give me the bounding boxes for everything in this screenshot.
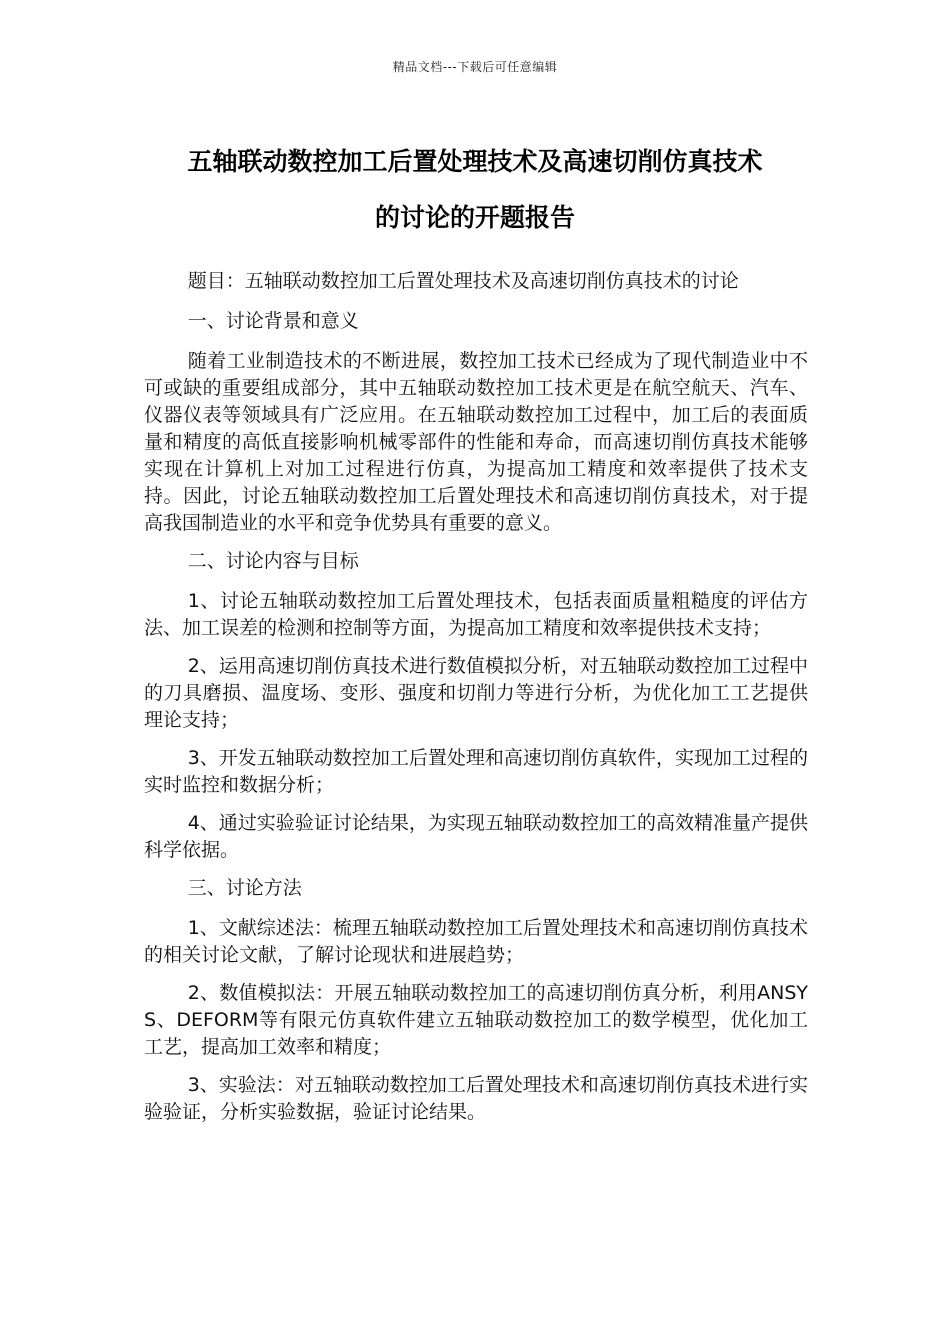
section-heading-background: 一、讨论背景和意义 [187, 310, 359, 332]
document-title [120, 134, 830, 246]
header-note: 精品文档---下载后可任意编辑 [392, 60, 558, 74]
list-item-method-2: 2、数值模拟法：开展五轴联动数控加工的高速切削仿真分析，利用ANSYS、DEFORM等有限元仿真软件建立五轴联动数控加工的数学模型，优化加工工艺，提高加工效率和精度； [144, 982, 808, 1058]
paragraph-background: 随着工业制造技术的不断进展，数控加工技术已经成为了现代制造业中不可或缺的重要组成部分，其中五轴联动数控加工技术更是在航空航天、汽车、仪器仪表等领域具有广泛应用。在五轴联动数控加工过程中，加工后的表面质量和精度的高低直接影响机械零部件的性能和寿命，而高速切削仿真技术能够实现在计算机上对加工过程进行仿真，为提高加工精度和效率提供了技术支持。因此，讨论五轴联动数控加工后置处理技术和高速切削仿真技术，对于提高我国制造业的水平和竞争优势具有重要的意义。 [144, 350, 808, 534]
title-line-2: 的讨论的开题报告 [374, 203, 575, 232]
document-body [144, 268, 808, 1137]
list-item-goal-2: 2、运用高速切削仿真技术进行数值模拟分析，对五轴联动数控加工过程中的刀具磨损、温度场、变形、强度和切削力等进行分析，为优化加工工艺提供理论支持； [144, 655, 808, 731]
list-item-goal-1: 1、讨论五轴联动数控加工后置处理技术，包括表面质量粗糙度的评估方法、加工误差的检测和控制等方面，为提高加工精度和效率提供技术支持； [144, 590, 808, 639]
section-heading-content-goals: 二、讨论内容与目标 [187, 550, 359, 572]
title-line-1: 五轴联动数控加工后置处理技术及高速切削仿真技术 [187, 147, 763, 176]
section-heading-methods: 三、讨论方法 [187, 877, 302, 899]
topic-line: 题目：五轴联动数控加工后置处理技术及高速切削仿真技术的讨论 [187, 270, 739, 292]
list-item-goal-3: 3、开发五轴联动数控加工后置处理和高速切削仿真软件，实现加工过程的实时监控和数据分析； [144, 747, 808, 796]
list-item-method-1: 1、文献综述法：梳理五轴联动数控加工后置处理技术和高速切削仿真技术的相关讨论文献，了解讨论现状和进展趋势； [144, 917, 808, 966]
list-item-method-3: 3、实验法：对五轴联动数控加工后置处理技术和高速切削仿真技术进行实验验证，分析实验数据，验证讨论结果。 [144, 1074, 808, 1123]
list-item-goal-4: 4、通过实验验证讨论结果，为实现五轴联动数控加工的高效精准量产提供科学依据。 [144, 812, 808, 861]
